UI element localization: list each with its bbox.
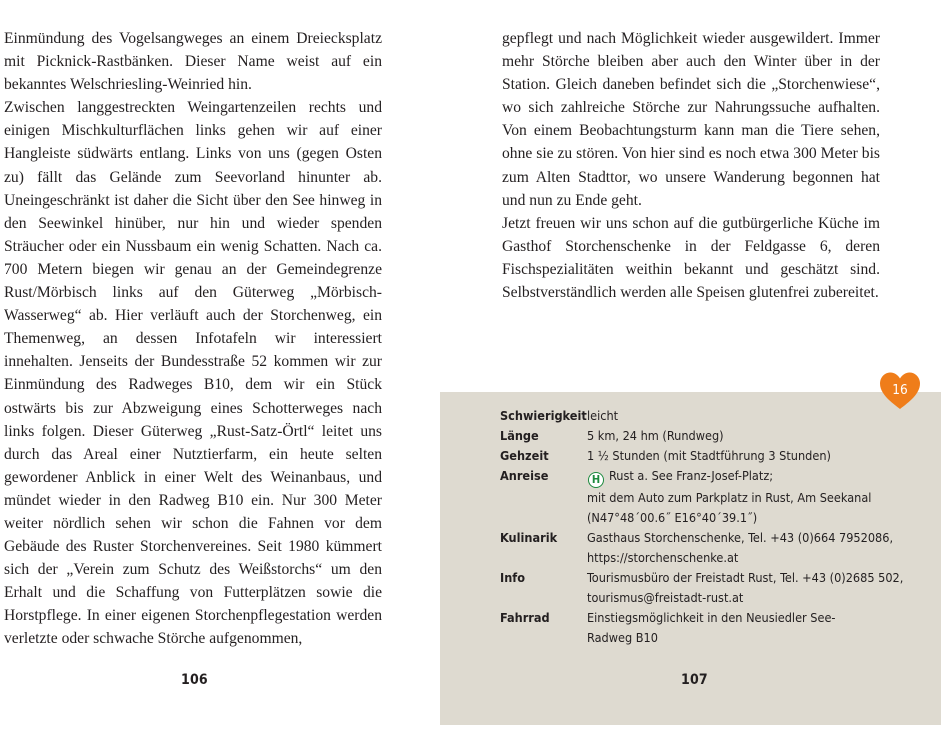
info-line: 1 ½ Stunden (mit Stadtführung 3 Stunden): [587, 448, 831, 463]
page-number-left: 106: [181, 672, 208, 688]
info-label: Anreise: [500, 468, 549, 483]
info-value: [587, 406, 920, 426]
info-row-info: [500, 568, 920, 608]
right-paragraph-2: Jetzt freuen wir uns schon auf die gutbürgerliche Küche im Gasthof Storchenschenke in der Feldgasse 6, deren Fischspezialitäten weithin bekannt und geschätzt sind. Selbstverständlich werden alle Speisen glutenfrei zubereitet.: [502, 214, 880, 302]
info-value: [587, 446, 920, 466]
info-line: (N47°48´00.6˝ E16°40´39.1˝): [587, 509, 758, 525]
info-line: Einstiegsmöglichkeit in den Neusiedler See-: [587, 609, 836, 625]
info-line-text: Rust a. See Franz-Josef-Platz;: [609, 468, 774, 483]
info-label: Kulinarik: [500, 529, 558, 545]
info-row-arrival: [500, 466, 920, 528]
info-value: [587, 426, 920, 446]
info-label: Länge: [500, 428, 539, 443]
info-line: [587, 466, 920, 488]
info-line: 5 km, 24 hm (Rundweg): [587, 428, 724, 443]
info-label: Info: [500, 569, 525, 585]
left-paragraph-2: Zwischen langgestreckten Weingartenzeilen rechts und einigen Mischkulturflächen links gehen wir auf einer Hangleiste südwärts entlang. Links von uns (gegen Osten zu) fällt das Gelände zum Seevorland hinunter ab. Uneingeschränkt ist daher die Sicht über den See hinweg in den Seewinkel hinüber, nur hin und wieder spenden Sträucher oder ein Nussbaum ein wenig Schatten. Nach ca. 700 Metern biegen wir genau an der Gemeindegrenze Rust/Mörbisch links auf den Güterweg „Mörbisch-Wasserweg“ ab. Hier verläuft auch der Storchenweg, ein Themenweg, an dessen Infotafeln wir interessiert innehalten. Jenseits der Bundesstraße 52 kommen wir zur Einmündung des Radweges B10, dem wir ein Stück ostwärts bis zur Abzweigung eines Schotterweges nach links folgen. Dieser Güterweg „Rust-Satz-Örtl“ leitet uns durch das Areal einer Nutztierfarm, ein heute selten gewordener Anblick in einer Welt des Weinanbaus, und mündet wieder in den Radweg B10 ein. Nur 300 Meter weiter nördlich sehen wir schon die Fahnen vor dem Gebäude des Ruster Storchenvereines. Seit 1980 kümmert sich der „Verein zum Schutz des Weißstorchs“ um den Erhalt und die Schaffung von Futterplätzen sowie die Horstpflege. In einer eigenen Storchenpflegestation werden verletzte oder schwache Störche aufgenommen,: [4, 99, 382, 648]
right-page-text: [502, 27, 880, 304]
info-row-length: [500, 426, 920, 446]
right-paragraph-1: gepflegt und nach Möglichkeit wieder ausgewildert. Immer mehr Störche bleiben aber auch den Winter über in der Station. Gleich daneben befindet sich die „Storchenwiese“, wo sich zahlreiche Störche zur Nahrungssuche aufhalten. Von einem Beobachtungsturm kann man die Tiere sehen, ohne sie zu stören. Von hier sind es noch etwa 300 Meter bis zum Alten Stadttor, wo unsere Wanderung begonnen hat und nun zu Ende geht.: [502, 30, 880, 209]
info-line: Radweg B10: [587, 629, 658, 645]
info-table: [500, 406, 920, 648]
info-line: mit dem Auto zum Parkplatz in Rust, Am Seekanal: [587, 489, 872, 505]
tour-number-badge: [878, 371, 922, 411]
info-label: Schwierigkeit: [500, 408, 587, 423]
info-line: Tourismusbüro der Freistadt Rust, Tel. +43 (0)2685 502,: [587, 569, 904, 585]
info-value: [587, 568, 920, 608]
info-label: Gehzeit: [500, 448, 549, 463]
info-row-bicycle: [500, 608, 920, 648]
left-page-text: [4, 27, 382, 651]
right-page: [470, 0, 941, 752]
info-line-website: https://storchenschenke.at: [587, 549, 739, 565]
info-row-culinary: [500, 528, 920, 568]
left-page: [0, 0, 470, 752]
info-line: Gasthaus Storchenschenke, Tel. +43 (0)664 7952086,: [587, 529, 894, 545]
info-label: Fahrrad: [500, 609, 550, 625]
bus-stop-icon: H: [588, 472, 604, 488]
info-value: [587, 466, 920, 528]
info-row-difficulty: [500, 406, 920, 426]
info-value: [587, 608, 920, 648]
info-line-email: tourismus@freistadt-rust.at: [587, 589, 744, 605]
info-line: leicht: [587, 408, 619, 423]
info-value: [587, 528, 920, 568]
tour-number: 16: [892, 382, 908, 398]
info-row-walking-time: [500, 446, 920, 466]
left-paragraph-1: Einmündung des Vogelsangweges an einem Dreiecksplatz mit Picknick-Rastbänken. Dieser Name weist auf ein bekanntes Welschriesling-Weinried hin.: [4, 30, 382, 94]
page-number-right: 107: [681, 672, 708, 688]
